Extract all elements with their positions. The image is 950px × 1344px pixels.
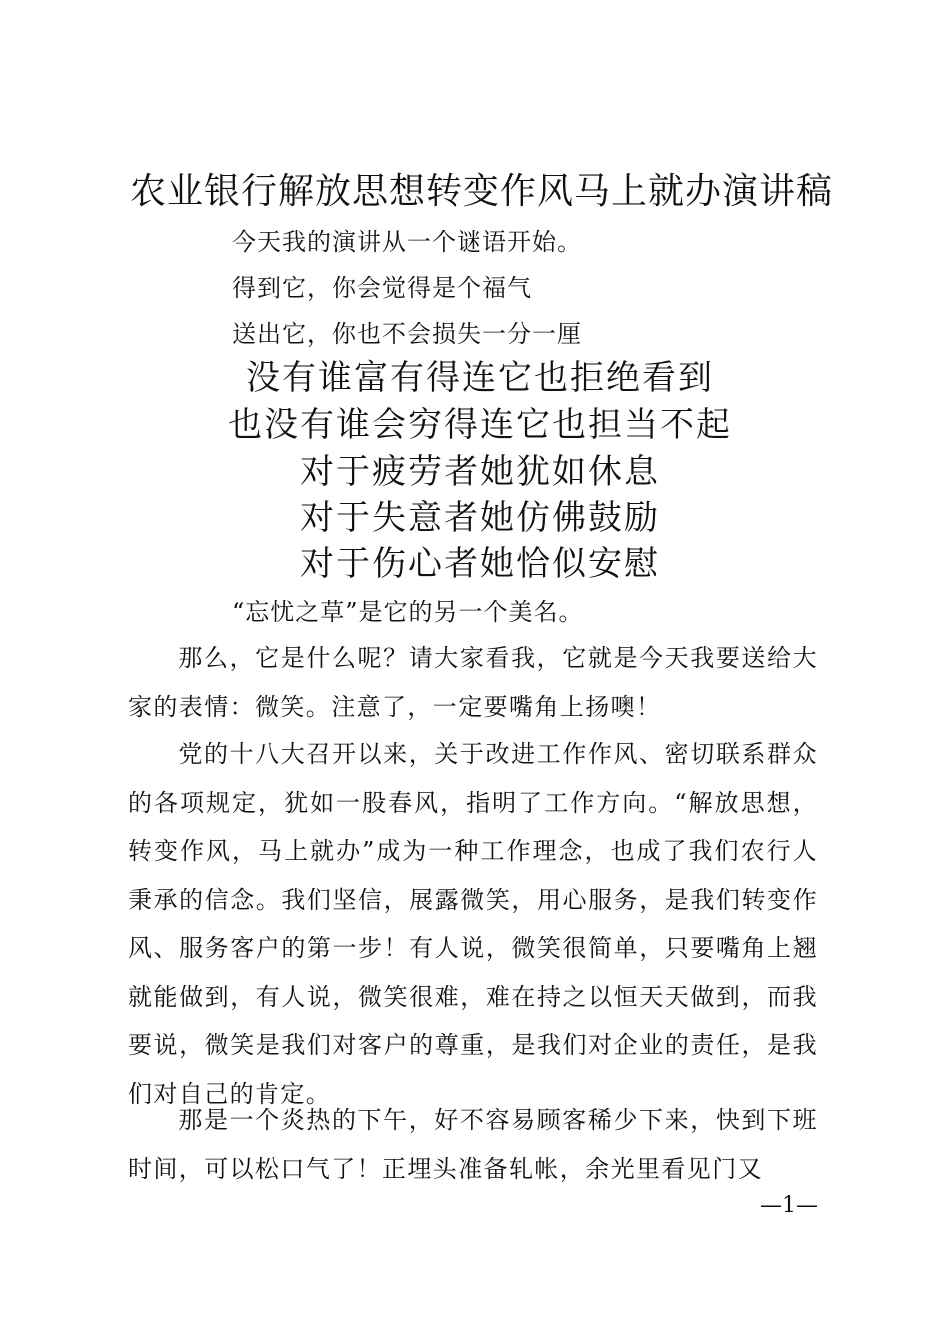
poem-line: 没有谁富有得连它也拒绝看到 bbox=[246, 358, 714, 398]
riddle-intro-line: 得到它，你会觉得是个福气 bbox=[232, 274, 532, 302]
poem-line: 对于疲劳者她犹如休息 bbox=[300, 452, 660, 492]
quote-line: “忘忧之草”是它的另一个美名。 bbox=[232, 598, 584, 626]
riddle-intro-line: 今天我的演讲从一个谜语开始。 bbox=[232, 228, 582, 256]
body-paragraph: 那么，它是什么呢？请大家看我，它就是今天我要送给大家的表情：微笑。注意了，一定要嘴角上扬噢！ bbox=[128, 644, 818, 721]
poem-line: 对于伤心者她恰似安慰 bbox=[300, 544, 660, 584]
poem-line: 也没有谁会穷得连它也担当不起 bbox=[228, 405, 732, 445]
poem-line: 对于失意者她仿佛鼓励 bbox=[300, 498, 660, 538]
document-title: 农业银行解放思想转变作风马上就办演讲稿 bbox=[130, 171, 834, 212]
body-paragraph: 那是一个炎热的下午，好不容易顾客稀少下来，快到下班时间，可以松口气了！正埋头准备轧帐，余光里看见门又 bbox=[128, 1106, 818, 1183]
page-number: —1— bbox=[760, 1193, 818, 1218]
body-paragraph: 党的十八大召开以来，关于改进工作作风、密切联系群众的各项规定，犹如一股春风，指明了工作方向。“解放思想，转变作风，马上就办”成为一种工作理念，也成了我们农行人秉承的信念。我们坚信，展露微笑，用心服务，是我们转变作风、服务客户的第一步！有人说，微笑很简单，只要嘴角上翘就能做到，有人说，微笑很难，难在持之以恒天天做到，而我要说，微笑是我们对客户的尊重，是我们对企业的责任，是我们对自己的肯定。 bbox=[128, 740, 818, 1108]
riddle-intro-line: 送出它，你也不会损失一分一厘 bbox=[232, 320, 582, 348]
